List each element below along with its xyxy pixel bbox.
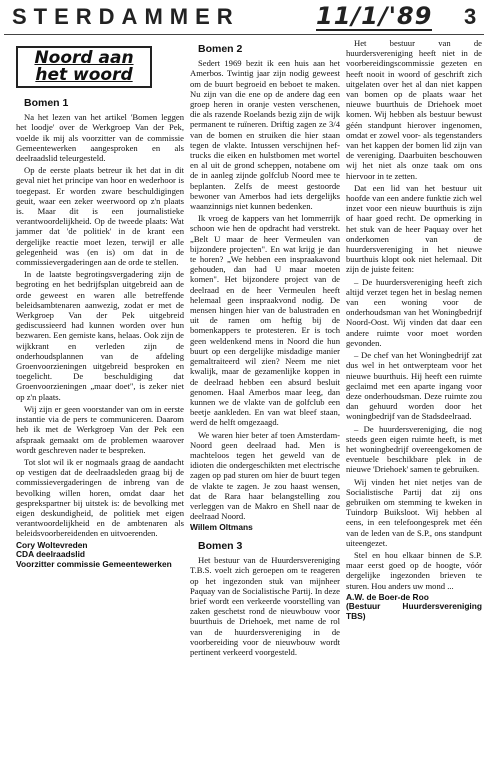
- paragraph: Tot slot wil ik er nogmaals graag de aandacht op vestigen dat de deelraadsleden graag bij de commissievergaderingen de inbreng van de bevolking willen horen, omdat daar het gesprekspartner bij uitstek is: de bevolking met eigen deskundigheid, de politiek met eigen verantwoordelijkheid en de ambtenaren als beleidsvoorbereidenden en uitvoerenden.: [16, 456, 184, 539]
- article-title: [16, 46, 152, 88]
- signature-line: CDA deelraadslid: [16, 549, 86, 560]
- signature-line: Voorzitter commissie Gemeentewerken: [16, 558, 172, 569]
- column-1: [16, 40, 184, 569]
- signature-line: Willem Oltmans: [190, 522, 253, 533]
- handwritten-date: 11/1/'89: [316, 2, 433, 30]
- paragraph: – De huurdersvereniging heeft zich altijd verzet tegen het in beslag nemen van een woning voor de onderhoudsman van het Woningbedrijf Noord-Oost. Wij vinden dat daar een andere ruimte voor moet worden gevonden.: [346, 276, 482, 348]
- paragraph: Na het lezen van het artikel 'Bomen leggen het loodje' over de Werkgroep Van der Pek, voelde ik mij als voorzitter van de commissie Gemeentewerken aangesproken en als deelraadslid teleurgesteld.: [16, 112, 184, 164]
- masthead-rule: [4, 34, 484, 35]
- section-heading-bomen-1: Bomen 1: [24, 97, 69, 109]
- signature-bomen-1: [16, 541, 184, 570]
- signature-bomen-2: [190, 523, 340, 533]
- paragraph: Het bestuur van de huurdersvereniging heeft niet in de voorbereidingscommissie gezeten en heeft nooit in woord of geschrift zich uitgelaten over het al dan niet kappen van bomen op de plaats waar het nieuwe buurthuis de Driehoek moet komen. Wij hebben als bestuur bewust géén standpunt hierover ingenomen, omdat er zowel voor- als tegenstanders van het kappen der bomen lid zijn van de vereniging. Daarbuiten beschouwen wij het niet als onze taak om ons hiervoor in te zetten.: [346, 38, 482, 181]
- signature-bomen-3: [346, 593, 482, 622]
- paragraph: Ik vroeg de kappers van het lommerrijk schoon wie hen de opdracht had verstrekt. „Belt U maar de heer Vermeulen van bijzondere projecten". En wat krijg je dan te horen? „We hebben een inspraakavond gehouden, dan had U maar moeten komen". Het bijzondere project van de deelraad en de heer Vermeulen heeft helemaal geen inspraakvond nodig. De mensen hingen hier van de balustraden en uit de ramen om heftig bij de bomenkappers te protesteren. Er is toch geen weldenkend mens in Noord die hun buurt op een dergelijke misdadige manier gemaltraiteerd wil zien? Neem me niet kwalijk, maar de gezamenlijke koppen in de deelraad hebben een absurd besluit genomen. Haal Amerbos maar leeg, dan kunnen we de vlakte van de golfclub een beetje aankleden. En van wat bleef staan, werd de helft omgezaagd.: [190, 213, 340, 428]
- paragraph: Wij zijn er geen voorstander van om in eerste instantie via de pers te communiceren. Daarom heb ik met de Werkgroep Van der Pek een afspraak gemaakt om de problemen waarover wordt geschreven nader te bespreken.: [16, 403, 184, 455]
- article-title-line-2: het woord: [35, 65, 133, 85]
- article-title-line-1: Noord aan: [34, 48, 134, 68]
- paragraph: Het bestuur van de Huurdersvereniging T.B.S. voelt zich geroepen om te reageren op het ingezonden stuk van mijnheer Paquay van de Socialistische Partij. In deze brief wordt een verkeerde voorstelling van zaken geschetst rond de nieuwbouw voor buurthuis de Driehoek, met name de rol van de huurdersvereniging in de voorbereiding voor de nieuwbouw wordt pertinent verkeerd voorgesteld.: [190, 555, 340, 657]
- signature-line: A.W. de Boer-de Roo: [346, 591, 429, 602]
- section-heading-bomen-3: Bomen 3: [198, 539, 243, 552]
- paragraph: Stel en hou elkaar binnen de S.P. maar eerst goed op de hoogte, vóór dergelijke ingezonden brieven te sturen. Hou anders uw mond ...: [346, 549, 482, 591]
- paragraph: We waren hier beter af toen Amsterdam-Noord geen deelraad had. Men is machteloos tegen het geweld van de idioten die ondergeschikten met electrische zagen op pad sturen om hier de buurt tegen de vlakte te zagen. Je zou haast wensen, dat de Rara haar belangstelling zou verleggen van de Makro en Shell naar de deelraad Noord.: [190, 429, 340, 522]
- paragraph: In de laatste begrotingsvergadering zijn de begroting en het bedrijfsplan uitgebreid aan de orde geweest en waren alle betreffende beleidsambtenaren aanwezig, zodat er met de Werkgroep Van der Pek uitgebreid gediscussieerd had kunnen worden over hun bezwaren. Een gemiste kans, helaas. Ook zijn de wijkkrant en verleden zijn de onderhoudsplannen van de afdeling Groenvoorzieningen uitgebreid besproken en toegelicht. De beschuldiging dat Groenvoorzieningen „maar doet", is zeker niet op z'n plaats.: [16, 269, 184, 402]
- column-2: [190, 44, 340, 657]
- masthead: [0, 0, 488, 36]
- paragraph: – De chef van het Woningbedrijf zat dus wel in het ontwerpteam voor het nieuwe buurthuis. Hij heeft een ruimte geclaimd met een aparte ingang voor deze onderhoudsman. Deze ruimte zou dan gehuurd worden door het woningbedrijf van de Stadsdeelraad.: [346, 350, 482, 422]
- signature-line: Cory Woltevreden: [16, 539, 88, 550]
- section-heading-bomen-2: Bomen 2: [198, 43, 243, 55]
- paragraph: Dat een lid van het bestuur uit hoofde van een andere funktie zich wel inzet voor een nieuw buurthuis is zijn of haar goed recht. De opmerking in het stuk van de heer Paquay over het onderkomen van de huurdersvereniging in het nieuwe buurthuis klopt ook niet helemaal. Dit zijn de juiste feiten:: [346, 182, 482, 275]
- paragraph: Sedert 1969 bezit ik een huis aan het Amerbos. Twintig jaar zijn nodig geweest om de buurt begroeid en beboet te maken. Nu zijn van die ene op de andere dag een groep heren in oranje vesten verschenen, die als razende Roelands bezig zijn de wijk permanent te ruïneren. Driftig zagen ze 3/4 van de bomen en struiken die hier staan tegen de vlakte. Intussen verschijnen hef-trucks die eiken en hulstbomen met wortel en al uit de grond scheppen, notabene om de in aanleg zijnde golfclub Noord mee te beplanten. Zelfs de meest gestoorde bewoner van Amerbos had iets dergelijks waanzinnigs niet kunnen bedenken.: [190, 58, 340, 212]
- paragraph: Op de eerste plaats betreur ik het dat in dit geval niet het principe van hoor en wederhoor is toegepast. Er worden zware beschuldigingen geuit, waar een zeker weerwoord op z'n plaats is. Maar dit is een journalistieke verantwoordelijkheid. Op de tweede plaats: Wat jammer dat 'de politiek' in de krant een dergelijke reactie moet lezen, terwijl er alle gelegenheid was (en is) om dat in de commissievergaderingen aan de orde te stellen.: [16, 165, 184, 268]
- column-3: [346, 38, 482, 622]
- newspaper-name: STERDAMMER: [12, 4, 240, 29]
- page-number: 3: [464, 4, 477, 29]
- paragraph: – De huurdersvereniging, die nog steeds geen eigen ruimte heeft, is met het woningbedrijf overeengekomen de eventuele beschikbare plek in de nieuwe 'Driehoek' samen te gebruiken.: [346, 423, 482, 475]
- paragraph: Wij vinden het niet netjes van de Socialistische Partij dat zij ons gebruiken om stemming te kweken in Tuindorp Buiksloot. Wij hebben al eens, in een telefoongesprek met één van de leden van de S.P., ons standpunt uiteengezet.: [346, 476, 482, 548]
- signature-line: (Bestuur Huurdersvereniging TBS): [346, 601, 482, 621]
